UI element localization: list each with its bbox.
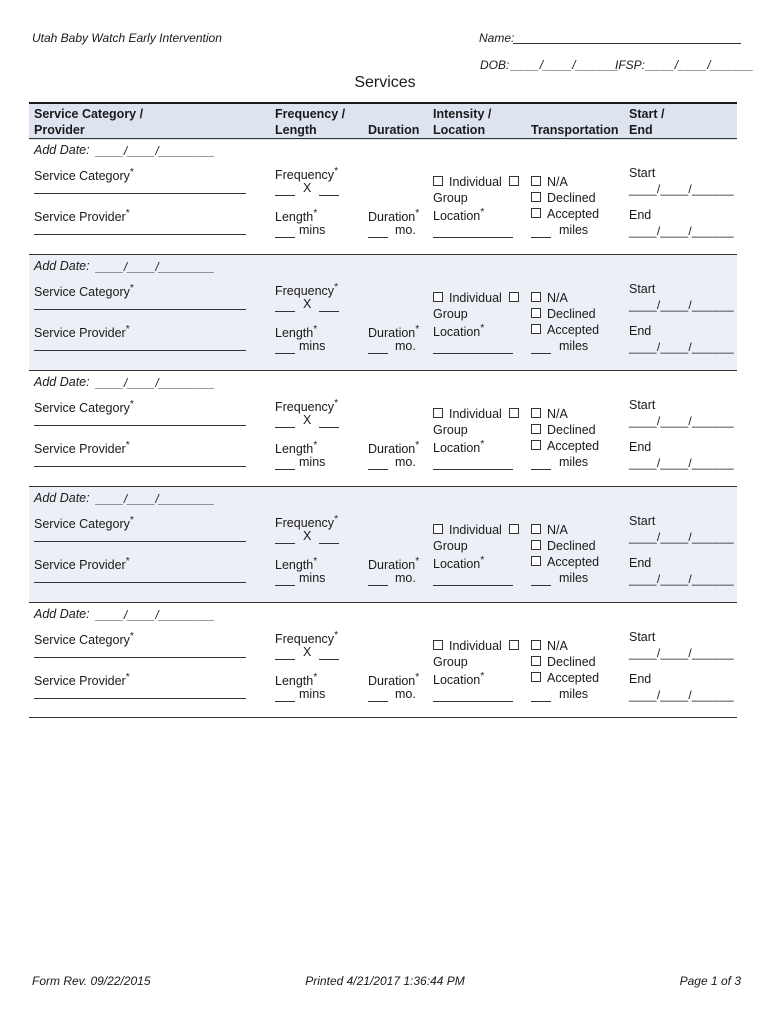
group-label: Group xyxy=(433,423,468,437)
duration-field[interactable] xyxy=(368,701,388,702)
mins-label: mins xyxy=(299,687,326,701)
length-field[interactable] xyxy=(275,585,295,586)
miles-field[interactable] xyxy=(531,585,551,586)
mins-label: mins xyxy=(299,571,326,585)
column-start-end: Start / End xyxy=(629,107,665,137)
na-checkbox[interactable] xyxy=(531,292,541,302)
transport-na: N/A xyxy=(531,407,568,421)
start-date-field[interactable]: ____/____/______ xyxy=(629,530,734,544)
miles-field[interactable] xyxy=(531,701,551,702)
mo-label: mo. xyxy=(395,571,416,585)
miles-field[interactable] xyxy=(531,469,551,470)
end-date-field[interactable]: ____/____/______ xyxy=(629,572,734,586)
group-label: Group xyxy=(433,655,468,669)
individual-checkbox[interactable] xyxy=(433,524,443,534)
end-date-field[interactable]: ____/____/______ xyxy=(629,456,734,470)
ifsp-field[interactable]: ____/____/______ xyxy=(646,58,755,72)
duration-label: Duration* xyxy=(368,208,420,225)
service-category-field[interactable] xyxy=(34,425,246,426)
column-transportation: Transportation xyxy=(531,123,619,137)
declined-checkbox[interactable] xyxy=(531,424,541,434)
mins-label: mins xyxy=(299,223,326,237)
duration-label: Duration* xyxy=(368,672,420,689)
length-label: Length* xyxy=(275,556,318,573)
start-date-field[interactable]: ____/____/______ xyxy=(629,298,734,312)
ifsp-label: IFSP: xyxy=(615,58,646,72)
service-category-label: Service Category* xyxy=(34,167,134,184)
start-date-field[interactable]: ____/____/______ xyxy=(629,414,734,428)
miles-label: miles xyxy=(559,339,589,353)
declined-checkbox[interactable] xyxy=(531,308,541,318)
frequency-label: Frequency* xyxy=(275,398,339,415)
duration-field[interactable] xyxy=(368,237,388,238)
location-field[interactable] xyxy=(433,469,513,470)
location-field[interactable] xyxy=(433,353,513,354)
service-category-field[interactable] xyxy=(34,309,246,310)
transport-na: N/A xyxy=(531,291,568,305)
transport-na: N/A xyxy=(531,523,568,537)
individual-checkbox[interactable] xyxy=(433,176,443,186)
frequency-count-field[interactable] xyxy=(275,195,295,196)
table-bottom-rule xyxy=(29,717,737,718)
accepted-checkbox[interactable] xyxy=(531,440,541,450)
start-label: Start xyxy=(629,630,656,644)
service-category-field[interactable] xyxy=(34,541,246,542)
individual-label: Individual xyxy=(449,523,502,537)
group-checkbox[interactable] xyxy=(509,292,519,302)
individual-checkbox[interactable] xyxy=(433,292,443,302)
location-label: Location* xyxy=(433,671,485,688)
add-date-label: Add Date: xyxy=(34,143,90,157)
declined-checkbox[interactable] xyxy=(531,540,541,550)
service-entry xyxy=(29,602,737,718)
mo-label: mo. xyxy=(395,339,416,353)
duration-label: Duration* xyxy=(368,440,420,457)
frequency-label: Frequency* xyxy=(275,282,339,299)
individual-label: Individual xyxy=(449,175,502,189)
length-label: Length* xyxy=(275,208,318,225)
transport-accepted: Accepted xyxy=(531,207,599,221)
duration-label: Duration* xyxy=(368,324,420,341)
add-date-label: Add Date: xyxy=(34,259,90,273)
add-date-field[interactable]: ____/____/________ xyxy=(96,492,215,506)
accepted-checkbox[interactable] xyxy=(531,672,541,682)
service-provider-label: Service Provider* xyxy=(34,556,130,573)
dob-label: DOB: xyxy=(480,58,510,72)
add-date-field[interactable]: ____/____/________ xyxy=(96,376,215,390)
group-checkbox[interactable] xyxy=(509,408,519,418)
transport-na: N/A xyxy=(531,175,568,189)
organization-name: Utah Baby Watch Early Intervention xyxy=(32,31,222,45)
service-entry xyxy=(29,486,737,602)
service-provider-field[interactable] xyxy=(34,350,246,351)
mo-label: mo. xyxy=(395,223,416,237)
mo-label: mo. xyxy=(395,687,416,701)
individual-checkbox[interactable] xyxy=(433,408,443,418)
frequency-count-field[interactable] xyxy=(275,427,295,428)
column-frequency-length: Frequency / Length xyxy=(275,107,346,137)
service-provider-label: Service Provider* xyxy=(34,324,130,341)
dob-field[interactable]: ____/____/______ xyxy=(511,58,620,72)
accepted-checkbox[interactable] xyxy=(531,324,541,334)
na-checkbox[interactable] xyxy=(531,408,541,418)
duration-field[interactable] xyxy=(368,353,388,354)
intensity-checkboxes xyxy=(433,407,525,421)
service-category-label: Service Category* xyxy=(34,399,134,416)
printed-timestamp: Printed 4/21/2017 1:36:44 PM xyxy=(305,974,465,988)
service-entry xyxy=(29,138,737,254)
group-label: Group xyxy=(433,539,468,553)
transport-declined: Declined xyxy=(531,539,596,553)
individual-checkbox[interactable] xyxy=(433,640,443,650)
intensity-checkboxes xyxy=(433,639,525,653)
end-label: End xyxy=(629,556,652,570)
mins-label: mins xyxy=(299,339,326,353)
column-header-band xyxy=(29,102,737,140)
start-date-field[interactable]: ____/____/______ xyxy=(629,646,734,660)
frequency-label: Frequency* xyxy=(275,514,339,531)
individual-label: Individual xyxy=(449,407,502,421)
end-label: End xyxy=(629,324,652,338)
location-field[interactable] xyxy=(433,585,513,586)
transport-accepted: Accepted xyxy=(531,671,599,685)
location-field[interactable] xyxy=(433,701,513,702)
location-label: Location* xyxy=(433,439,485,456)
service-category-field[interactable] xyxy=(34,193,246,194)
location-field[interactable] xyxy=(433,237,513,238)
miles-label: miles xyxy=(559,687,589,701)
accepted-checkbox[interactable] xyxy=(531,208,541,218)
duration-label: Duration* xyxy=(368,556,420,573)
length-label: Length* xyxy=(275,440,318,457)
frequency-count-field[interactable] xyxy=(275,543,295,544)
service-provider-field[interactable] xyxy=(34,698,246,699)
frequency-period-field[interactable] xyxy=(319,195,339,196)
length-field[interactable] xyxy=(275,469,295,470)
na-checkbox[interactable] xyxy=(531,524,541,534)
end-date-field[interactable]: ____/____/______ xyxy=(629,340,734,354)
service-provider-label: Service Provider* xyxy=(34,440,130,457)
duration-field[interactable] xyxy=(368,585,388,586)
miles-label: miles xyxy=(559,571,589,585)
frequency-period-field[interactable] xyxy=(319,659,339,660)
page-title: Services xyxy=(354,74,416,91)
end-label: End xyxy=(629,440,652,454)
service-category-label: Service Category* xyxy=(34,283,134,300)
end-date-field[interactable]: ____/____/______ xyxy=(629,688,734,702)
service-category-field[interactable] xyxy=(34,657,246,658)
miles-field[interactable] xyxy=(531,353,551,354)
start-label: Start xyxy=(629,282,656,296)
frequency-period-field[interactable] xyxy=(319,427,339,428)
frequency-x: X xyxy=(303,529,312,543)
end-date-field[interactable]: ____/____/______ xyxy=(629,224,734,238)
frequency-x: X xyxy=(303,645,312,659)
end-label: End xyxy=(629,208,652,222)
service-provider-field[interactable] xyxy=(34,466,246,467)
column-intensity-location: Intensity / Location xyxy=(433,107,492,137)
declined-checkbox[interactable] xyxy=(531,192,541,202)
name-field[interactable] xyxy=(513,43,741,44)
page-number: Page 1 of 3 xyxy=(679,974,741,988)
location-label: Location* xyxy=(433,207,485,224)
group-checkbox[interactable] xyxy=(509,640,519,650)
name-label: Name: xyxy=(479,31,515,45)
individual-label: Individual xyxy=(449,639,502,653)
intensity-checkboxes xyxy=(433,523,525,537)
intensity-checkboxes xyxy=(433,291,525,305)
length-field[interactable] xyxy=(275,353,295,354)
frequency-count-field[interactable] xyxy=(275,311,295,312)
mo-label: mo. xyxy=(395,455,416,469)
location-label: Location* xyxy=(433,555,485,572)
frequency-count-field[interactable] xyxy=(275,659,295,660)
transport-declined: Declined xyxy=(531,423,596,437)
add-date-field[interactable]: ____/____/________ xyxy=(96,608,215,622)
service-provider-label: Service Provider* xyxy=(34,672,130,689)
form-revision: Form Rev. 09/22/2015 xyxy=(32,974,151,988)
na-checkbox[interactable] xyxy=(531,176,541,186)
transport-declined: Declined xyxy=(531,655,596,669)
start-label: Start xyxy=(629,514,656,528)
add-date-label: Add Date: xyxy=(34,375,90,389)
transport-declined: Declined xyxy=(531,191,596,205)
accepted-checkbox[interactable] xyxy=(531,556,541,566)
service-entry xyxy=(29,370,737,486)
service-category-label: Service Category* xyxy=(34,631,134,648)
service-provider-field[interactable] xyxy=(34,582,246,583)
transport-na: N/A xyxy=(531,639,568,653)
end-label: End xyxy=(629,672,652,686)
service-entry xyxy=(29,254,737,370)
frequency-x: X xyxy=(303,181,312,195)
service-provider-label: Service Provider* xyxy=(34,208,130,225)
start-label: Start xyxy=(629,166,656,180)
miles-field[interactable] xyxy=(531,237,551,238)
group-label: Group xyxy=(433,191,468,205)
length-field[interactable] xyxy=(275,701,295,702)
individual-label: Individual xyxy=(449,291,502,305)
duration-field[interactable] xyxy=(368,469,388,470)
length-label: Length* xyxy=(275,324,318,341)
transport-accepted: Accepted xyxy=(531,439,599,453)
frequency-label: Frequency* xyxy=(275,166,339,183)
add-date-field[interactable]: ____/____/________ xyxy=(96,260,215,274)
add-date-label: Add Date: xyxy=(34,491,90,505)
group-checkbox[interactable] xyxy=(509,176,519,186)
frequency-label: Frequency* xyxy=(275,630,339,647)
declined-checkbox[interactable] xyxy=(531,656,541,666)
add-date-label: Add Date: xyxy=(34,607,90,621)
location-label: Location* xyxy=(433,323,485,340)
start-label: Start xyxy=(629,398,656,412)
frequency-period-field[interactable] xyxy=(319,543,339,544)
frequency-x: X xyxy=(303,413,312,427)
service-provider-field[interactable] xyxy=(34,234,246,235)
length-field[interactable] xyxy=(275,237,295,238)
na-checkbox[interactable] xyxy=(531,640,541,650)
frequency-period-field[interactable] xyxy=(319,311,339,312)
transport-declined: Declined xyxy=(531,307,596,321)
length-label: Length* xyxy=(275,672,318,689)
group-checkbox[interactable] xyxy=(509,524,519,534)
start-date-field[interactable]: ____/____/______ xyxy=(629,182,734,196)
column-service-category: Service Category / Provider xyxy=(34,107,144,137)
service-category-label: Service Category* xyxy=(34,515,134,532)
miles-label: miles xyxy=(559,455,589,469)
column-duration: Duration xyxy=(368,123,420,137)
mins-label: mins xyxy=(299,455,326,469)
transport-accepted: Accepted xyxy=(531,555,599,569)
transport-accepted: Accepted xyxy=(531,323,599,337)
frequency-x: X xyxy=(303,297,312,311)
intensity-checkboxes xyxy=(433,175,525,189)
group-label: Group xyxy=(433,307,468,321)
add-date-field[interactable]: ____/____/________ xyxy=(96,144,215,158)
miles-label: miles xyxy=(559,223,589,237)
